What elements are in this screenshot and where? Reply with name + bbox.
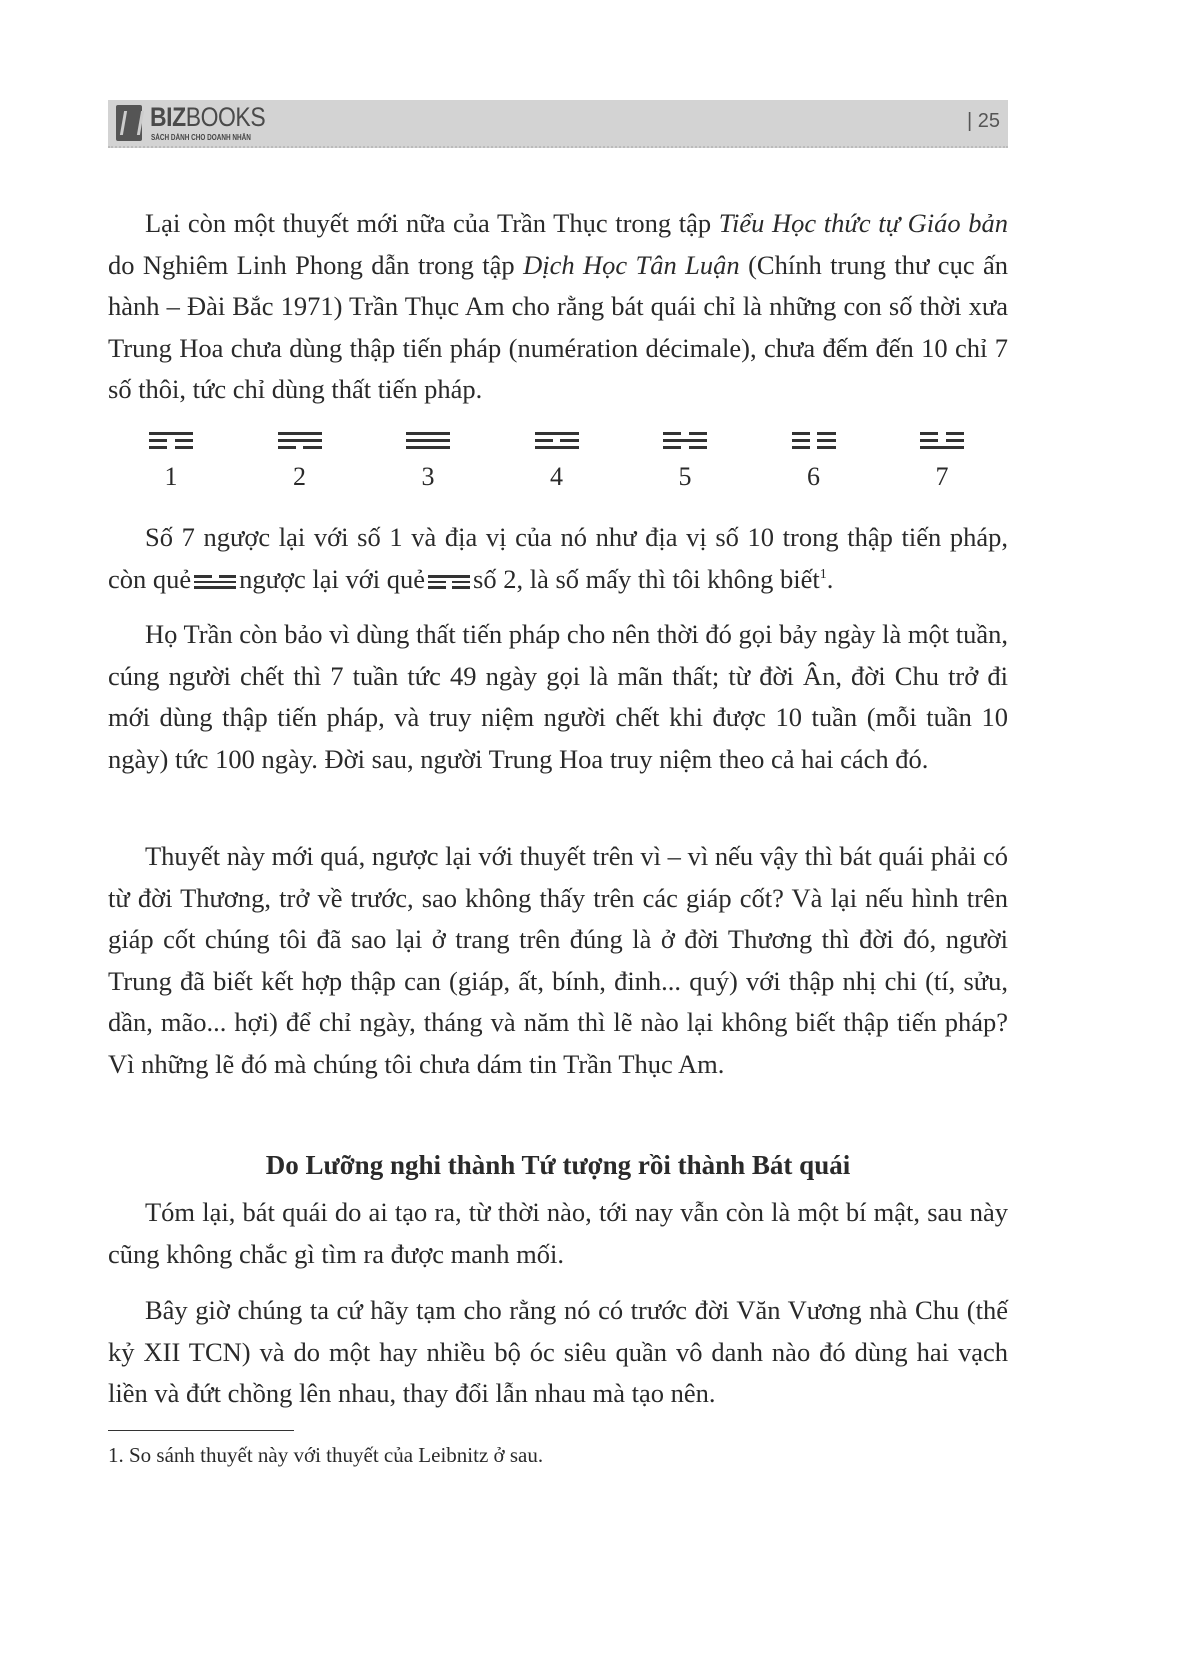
trigram-number: 3 (421, 462, 435, 491)
book-title: Tiểu Học thức tự Giáo bản (718, 208, 1008, 238)
broken-line (194, 575, 236, 578)
text-segment: do Nghiêm Linh Phong dẫn trong tập (108, 249, 524, 280)
footnote-ref[interactable]: 1 (819, 566, 827, 582)
bizbooks-logo-icon (116, 105, 142, 141)
trigram-number: 7 (935, 462, 949, 491)
solid-line (535, 446, 579, 449)
brand-name: BIZBOOKS (150, 102, 266, 132)
trigram-number: 5 (678, 462, 692, 491)
broken-line (920, 439, 964, 442)
solid-line (920, 446, 964, 449)
paragraph-2: Số 7 ngược lại với số 1 và địa vị của nó như địa vị số 10 trong thập tiến pháp, còn quẻ ngược lại với quẻ số 2, là số mấy thì tôi không biết$^1$. (108, 522, 1008, 594)
solid-line (278, 439, 322, 442)
page-number: | 25 (967, 110, 1000, 132)
broken-line (663, 432, 707, 435)
trigram-icon (663, 432, 707, 453)
trigram-icon (792, 432, 836, 453)
section-heading: Do Lưỡng nghi thành Tứ tượng rồi thành Bát quái (265, 1150, 851, 1180)
solid-line (428, 575, 470, 578)
solid-line (535, 432, 579, 435)
broken-line (792, 446, 836, 449)
trigram-icon (278, 432, 322, 453)
trigram-number: 6 (807, 462, 820, 491)
paragraph-6: Bây giờ chúng ta cứ hãy tạm cho rằng nó có trước đời Văn Vương nhà Chu (thế kỷ XII TCN) và do một hay nhiều bộ óc siêu quần vô danh nào đó dùng hai vạch liền và đứt chồng lên nhau, thay đổi lẫn nhau mà tạo nên. (108, 1295, 1008, 1408)
broken-line (792, 432, 836, 435)
broken-line (920, 432, 964, 435)
solid-line (149, 432, 193, 435)
trigram-icon (149, 432, 193, 453)
solid-line (406, 432, 450, 435)
trigram-number: 1 (164, 462, 178, 491)
paragraph-4: Thuyết này mới quá, ngược lại với thuyết trên vì – vì nếu vậy thì bát quái phải có từ đời Thương, trở về trước, sao không thấy trên các giáp cốt? Và lại nếu hình trên giáp cốt chúng tôi đã sao lại ở trang trên đúng là ở đời Thương thì đời đó, người Trung đã biết kết hợp thập can (giáp, ất, bính, đinh... quý) với thập nhị chi (tí, sửu, dần, mão... hợi) để chỉ ngày, tháng và năm thì lẽ nào lại không biết thập tiến pháp? Vì những lẽ đó mà chúng tôi chưa dám tin Trần Thục Am. (108, 841, 1008, 1079)
solid-line (406, 439, 450, 442)
solid-line (194, 586, 236, 589)
inline-trigram-icon (428, 575, 470, 592)
footnote: 1. So sánh thuyết này với thuyết của Leibnitz ở sau. (108, 1443, 544, 1467)
broken-line (149, 446, 193, 449)
trigram-icon (406, 432, 450, 453)
solid-line (278, 432, 322, 435)
solid-line (406, 446, 450, 449)
trigram-number: 4 (550, 462, 563, 491)
text-segment: Lại còn một thuyết mới nữa của Trần Thục trong tập (145, 208, 719, 238)
broken-line (149, 439, 193, 442)
broken-line (535, 439, 579, 442)
running-header (108, 100, 1008, 148)
broken-line (663, 446, 707, 449)
trigram-icon (535, 432, 579, 453)
broken-line (792, 439, 836, 442)
broken-line (428, 586, 470, 589)
paragraph-5: Tóm lại, bát quái do ai tạo ra, từ thời nào, tới nay vẫn còn là một bí mật, sau này cũng không chắc gì tìm ra được manh mối. (108, 1197, 1008, 1269)
text-segment: (Chính trung thư cục ấn hành – Đài Bắc 1971) Trần Thục Am cho rằng bát quái chỉ là những con số thời xưa Trung Hoa chưa dùng thập tiến pháp (numération décimale), chưa đếm đến 10 chỉ 7 số thôi, tức chỉ dùng thất tiến pháp. (108, 249, 1008, 404)
paragraph-1 (108, 203, 1008, 411)
paragraph-3: Họ Trần còn bảo vì dùng thất tiến pháp cho nên thời đó gọi bảy ngày là một tuần, cúng người chết thì 7 tuần tức 49 ngày gọi là mãn thất; từ đời Ân, đời Chu trở đi mới dùng thập tiến pháp, và truy niệm người chết khi được 10 tuần (mỗi tuần 10 ngày) tức 100 ngày. Đời sau, người Trung Hoa truy niệm theo cả hai cách đó. (108, 619, 1008, 774)
book-title: Dịch Học Tân Luận (523, 249, 740, 280)
footnote-divider (108, 1430, 294, 1431)
solid-line (663, 439, 707, 442)
trigram-number: 2 (293, 462, 306, 491)
trigram-icon (920, 432, 964, 453)
solid-line (194, 581, 236, 584)
broken-line (278, 446, 322, 449)
inline-trigram-icon (194, 575, 236, 592)
broken-line (428, 581, 470, 584)
brand-tagline: SÁCH DÀNH CHO DOANH NHÂN (151, 133, 251, 142)
